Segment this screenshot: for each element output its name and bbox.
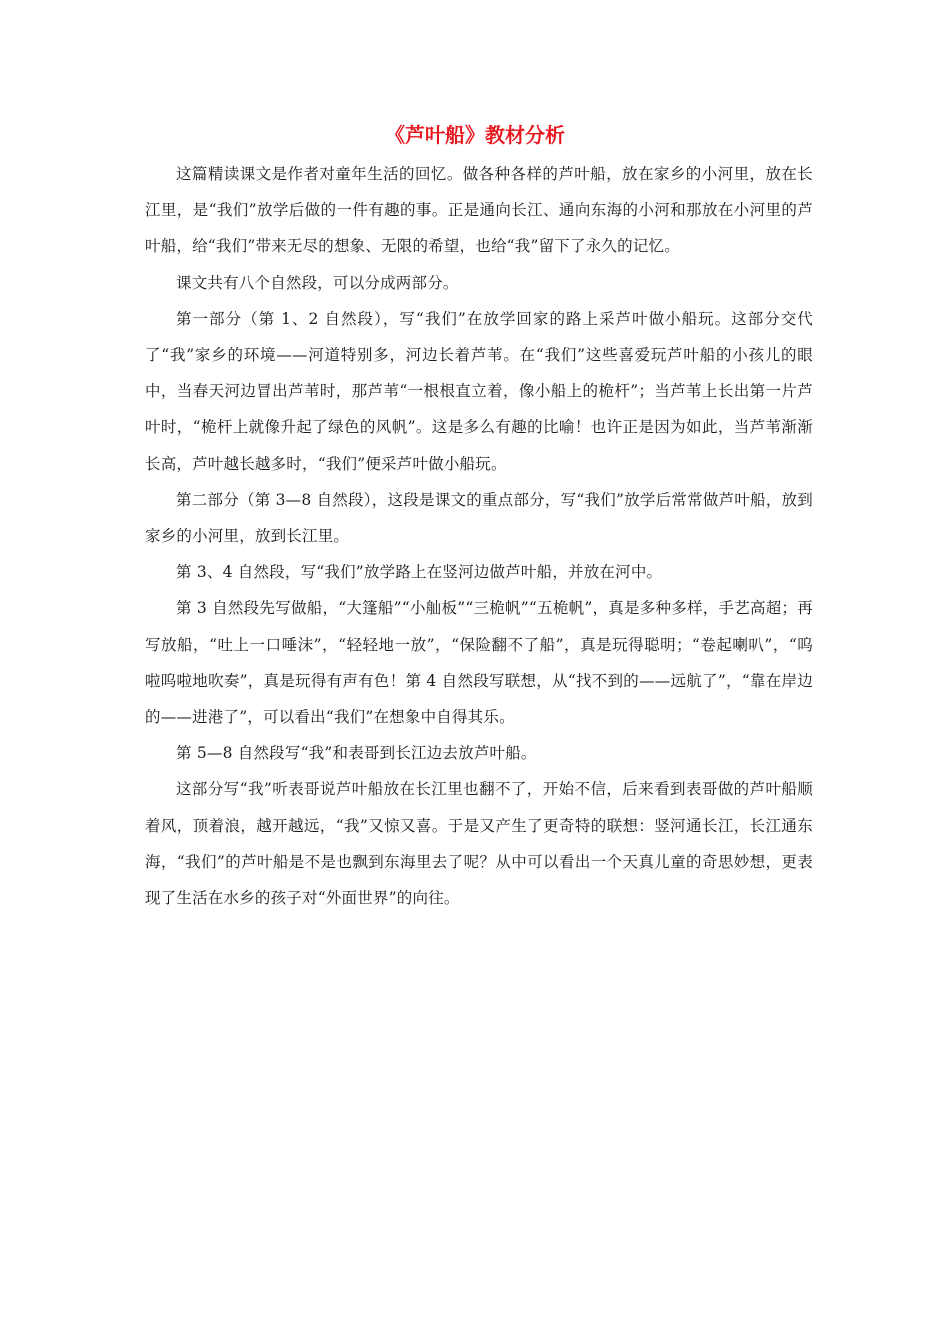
paragraph-sections-5-8: 第 5—8 自然段写“我”和表哥到长江边去放芦叶船。 — [176, 744, 537, 763]
paragraph-conclusion: 这部分写“我”听表哥说芦叶船放在长江里也翻不了，开始不信，后来看到表哥做的芦叶船顺着风，顶着浪，越开越远，“我”又惊又喜。于是又产生了更奇特的联想：竖河通长江，长江通东海，“我们”的芦叶船是不是也飘到东海里去了呢？从中可以看出一个天真儿童的奇思妙想，更表现了生活在水乡的孩子对“外面世界”的向往。 — [145, 780, 813, 908]
document-title: 《芦叶船》教材分析 — [385, 123, 565, 147]
paragraph-intro: 这篇精读课文是作者对童年生活的回忆。做各种各样的芦叶船，放在家乡的小河里，放在长江里，是“我们”放学后做的一件有趣的事。正是通向长江、通向东海的小河和那放在小河里的芦叶船，给“我们”带来无尽的想象、无限的希望，也给“我”留下了永久的记忆。 — [145, 165, 813, 256]
document-body — [145, 156, 813, 916]
paragraph-part-two: 第二部分（第 3—8 自然段），这段是课文的重点部分，写“我们”放学后常常做芦叶船，放到家乡的小河里，放到长江里。 — [145, 490, 813, 546]
paragraph-section-3-detail: 第 3 自然段先写做船，“大篷船”“小舢板”“三桅帆”“五桅帆”，真是多种多样，手艺高超；再写放船，“吐上一口唾沫”，“轻轻地一放”，“保险翻不了船”，真是玩得聪明；“卷起喇叭”，“呜啦呜啦地吹奏”，真是玩得有声有色！第 4 自然段写联想，从“找不到的——远航了”，“靠在岸边的——进港了”，可以看出“我们”在想象中自得其乐。 — [145, 599, 813, 727]
paragraph-structure: 课文共有八个自然段，可以分成两部分。 — [176, 273, 459, 292]
paragraph-part-one: 第一部分（第 1、2 自然段），写“我们”在放学回家的路上采芦叶做小船玩。这部分交代了“我”家乡的环境——河道特别多，河边长着芦苇。在“我们”这些喜爱玩芦叶船的小孩儿的眼中，当春天河边冒出芦苇时，那芦苇“一根根直立着，像小船上的桅杆”；当芦苇上长出第一片芦叶时，“桅杆上就像升起了绿色的风帆”。这是多么有趣的比喻！也许正是因为如此，当芦苇渐渐长高，芦叶越长越多时，“我们”便采芦叶做小船玩。 — [145, 309, 813, 473]
paragraph-sections-3-4: 第 3、4 自然段，写“我们”放学路上在竖河边做芦叶船，并放在河中。 — [176, 563, 663, 582]
